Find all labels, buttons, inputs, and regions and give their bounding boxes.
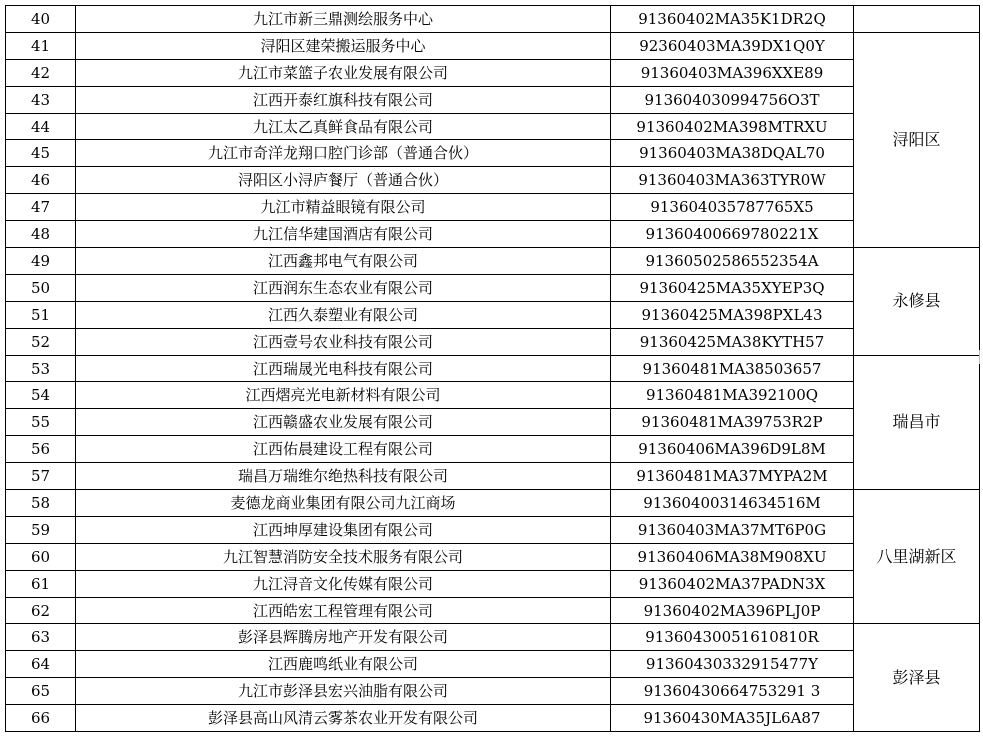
credit-code: 91360430MA35JL6A87	[611, 705, 854, 732]
company-name: 九江市奇洋龙翔口腔门诊部（普通合伙）	[76, 140, 611, 167]
row-number: 45	[6, 140, 76, 167]
row-number: 40	[6, 6, 76, 33]
company-name: 江西赣盛农业发展有限公司	[76, 409, 611, 436]
row-number: 41	[6, 32, 76, 59]
company-name: 江西熠亮光电新材料有限公司	[76, 382, 611, 409]
credit-code: 913604030994756O3T	[611, 86, 854, 113]
table-row	[6, 86, 980, 113]
company-name: 浔阳区建荣搬运服务中心	[76, 32, 611, 59]
credit-code: 92360403MA39DX1Q0Y	[611, 32, 854, 59]
table-row	[6, 59, 980, 86]
table-row	[6, 570, 980, 597]
district-cell-pengze: 彭泽县	[854, 624, 980, 732]
table-row	[6, 6, 980, 33]
company-name: 江西润东生态农业有限公司	[76, 274, 611, 301]
table-row	[6, 382, 980, 409]
table-row	[6, 490, 980, 517]
table-row	[6, 274, 980, 301]
company-name: 九江市新三鼎测绘服务中心	[76, 6, 611, 33]
company-name: 九江市菜篮子农业发展有限公司	[76, 59, 611, 86]
table-row	[6, 624, 980, 651]
company-name: 九江信华建国酒店有限公司	[76, 221, 611, 248]
credit-code: 91360403MA38DQAL70	[611, 140, 854, 167]
company-name: 江西坤厚建设集团有限公司	[76, 516, 611, 543]
company-name: 九江浔音文化传媒有限公司	[76, 570, 611, 597]
credit-code: 91360402MA35K1DR2Q	[611, 6, 854, 33]
row-number: 43	[6, 86, 76, 113]
table-row	[6, 597, 980, 624]
table-row	[6, 221, 980, 248]
table-row	[6, 678, 980, 705]
credit-code: 91360406MA38M908XU	[611, 543, 854, 570]
company-table	[5, 5, 980, 732]
row-number: 64	[6, 651, 76, 678]
row-number: 65	[6, 678, 76, 705]
row-number: 57	[6, 463, 76, 490]
company-name: 瑞昌万瑞维尔绝热科技有限公司	[76, 463, 611, 490]
table-row	[6, 436, 980, 463]
credit-code: 91360425MA38KYTH57	[611, 328, 854, 355]
district-cell-ruichang: 瑞昌市	[854, 355, 980, 489]
table-row	[6, 328, 980, 355]
table-row	[6, 248, 980, 275]
credit-code: 91360403MA37MT6P0G	[611, 516, 854, 543]
row-number: 60	[6, 543, 76, 570]
row-number: 53	[6, 355, 76, 382]
company-name: 浔阳区小浔庐餐厅（普通合伙）	[76, 167, 611, 194]
credit-code: 91360481MA392100Q	[611, 382, 854, 409]
company-name: 麦德龙商业集团有限公司九江商场	[76, 490, 611, 517]
company-name: 江西鹿鸣纸业有限公司	[76, 651, 611, 678]
company-name: 九江市彭泽县宏兴油脂有限公司	[76, 678, 611, 705]
table-row	[6, 140, 980, 167]
credit-code: 91360400314634516M	[611, 490, 854, 517]
credit-code: 91360481MA39753R2P	[611, 409, 854, 436]
table-row	[6, 409, 980, 436]
row-number: 44	[6, 113, 76, 140]
row-number: 55	[6, 409, 76, 436]
district-cell-empty	[854, 6, 980, 33]
table-row	[6, 705, 980, 732]
table-row	[6, 355, 980, 382]
table-row	[6, 113, 980, 140]
district-cell-balihu: 八里湖新区	[854, 490, 980, 624]
row-number: 52	[6, 328, 76, 355]
credit-code: 91360425MA35XYEP3Q	[611, 274, 854, 301]
row-number: 49	[6, 248, 76, 275]
row-number: 56	[6, 436, 76, 463]
row-number: 58	[6, 490, 76, 517]
table-row	[6, 651, 980, 678]
credit-code: 91360502586552354A	[611, 248, 854, 275]
table-row	[6, 543, 980, 570]
company-name: 彭泽县辉腾房地产开发有限公司	[76, 624, 611, 651]
row-number: 46	[6, 167, 76, 194]
company-name: 江西开泰红旗科技有限公司	[76, 86, 611, 113]
company-table-body	[6, 6, 980, 732]
credit-code: 91360403MA363TYR0W	[611, 167, 854, 194]
credit-code: 91360481MA38503657	[611, 355, 854, 382]
company-name: 江西鑫邦电气有限公司	[76, 248, 611, 275]
table-row	[6, 167, 980, 194]
row-number: 59	[6, 516, 76, 543]
table-row	[6, 516, 980, 543]
company-name: 江西壹号农业科技有限公司	[76, 328, 611, 355]
table-row	[6, 194, 980, 221]
company-name: 江西久泰塑业有限公司	[76, 301, 611, 328]
credit-code: 91360430051610810R	[611, 624, 854, 651]
credit-code: 913604035787765X5	[611, 194, 854, 221]
credit-code: 91360430664753291 3	[611, 678, 854, 705]
table-row	[6, 463, 980, 490]
credit-code: 91360406MA396D9L8M	[611, 436, 854, 463]
credit-code: 91360402MA37PADN3X	[611, 570, 854, 597]
credit-code: 91360430332915477Y	[611, 651, 854, 678]
company-name: 彭泽县高山风清云雾茶农业开发有限公司	[76, 705, 611, 732]
credit-code: 91360400669780221X	[611, 221, 854, 248]
company-name: 江西佑晨建设工程有限公司	[76, 436, 611, 463]
company-name: 江西皓宏工程管理有限公司	[76, 597, 611, 624]
table-row	[6, 301, 980, 328]
credit-code: 91360402MA396PLJ0P	[611, 597, 854, 624]
company-name: 九江市精益眼镜有限公司	[76, 194, 611, 221]
district-cell-yongxiu: 永修县	[854, 248, 980, 356]
credit-code: 91360403MA396XXE89	[611, 59, 854, 86]
company-name: 江西瑞晟光电科技有限公司	[76, 355, 611, 382]
table-row	[6, 32, 980, 59]
row-number: 50	[6, 274, 76, 301]
page-edge-mark	[979, 350, 980, 364]
credit-code: 91360402MA398MTRXU	[611, 113, 854, 140]
row-number: 48	[6, 221, 76, 248]
row-number: 47	[6, 194, 76, 221]
row-number: 51	[6, 301, 76, 328]
district-cell-xunyang: 浔阳区	[854, 32, 980, 247]
credit-code: 91360425MA398PXL43	[611, 301, 854, 328]
row-number: 42	[6, 59, 76, 86]
company-table-wrapper	[5, 5, 980, 732]
row-number: 54	[6, 382, 76, 409]
company-name: 九江太乙真鲜食品有限公司	[76, 113, 611, 140]
credit-code: 91360481MA37MYPA2M	[611, 463, 854, 490]
row-number: 66	[6, 705, 76, 732]
row-number: 63	[6, 624, 76, 651]
row-number: 61	[6, 570, 76, 597]
company-name: 九江智慧消防安全技术服务有限公司	[76, 543, 611, 570]
row-number: 62	[6, 597, 76, 624]
